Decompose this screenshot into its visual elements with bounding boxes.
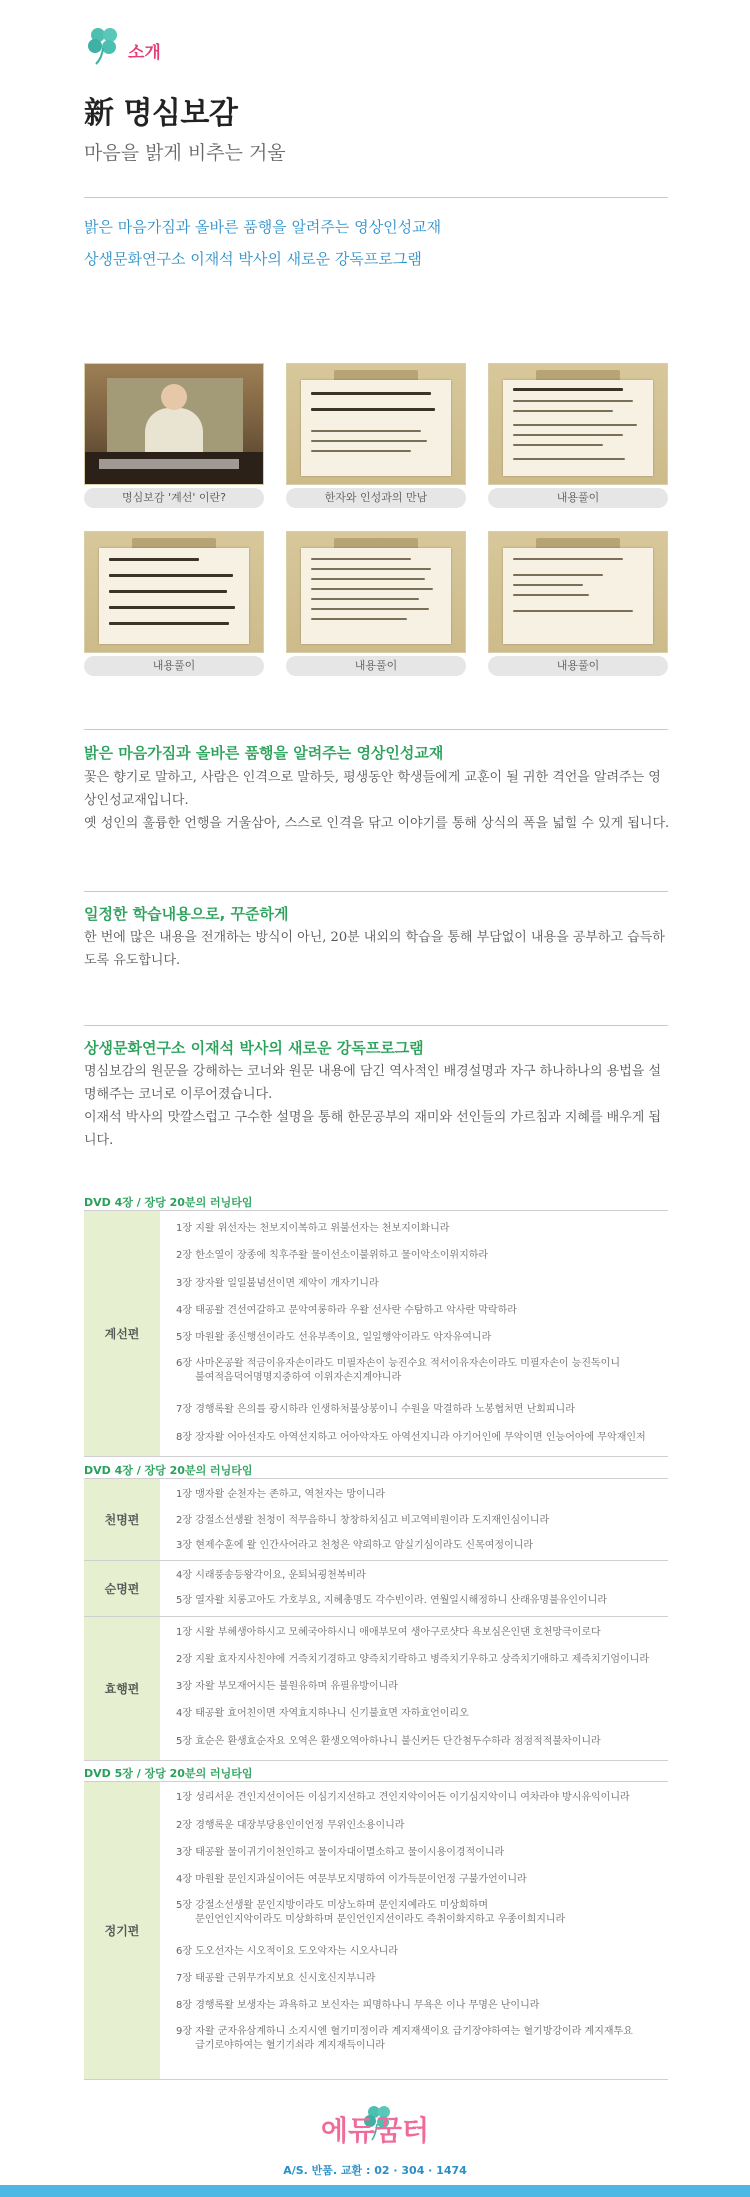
badge-label: 소개 xyxy=(128,42,161,63)
thumbnail[interactable] xyxy=(84,531,264,653)
thumbnail[interactable] xyxy=(488,531,668,653)
group-label: 효행편 xyxy=(84,1617,160,1760)
lesson-table xyxy=(84,1478,668,1760)
lesson-row: 1장 지왈 위선자는 천보지이복하고 위불선자는 천보지이화니라 xyxy=(176,1223,450,1234)
lesson-group xyxy=(84,1479,668,1561)
lesson-row: 5장 강절소선생왈 문인지방이라도 미상노하며 문인지예라도 미상희하며 문인언인지악이라도 미상화하며 문인언인지선이라도 즉취이화지하고 우종이희지니라 xyxy=(176,1900,566,1925)
lesson-row: 6장 사마온공왈 적금이유자손이라도 미필자손이 능진수요 적서이유자손이라도 미필자손이 능진독이니 불여적음덕어명명지중하여 이위자손지계야니라 xyxy=(176,1358,620,1383)
group-label: 계선편 xyxy=(84,1211,160,1456)
dvd-title: DVD 5장 / 장당 20분의 러닝타임 xyxy=(84,1767,253,1780)
text-sheet xyxy=(301,380,451,476)
lesson-row: 4장 태공왈 견선여갈하고 문악여롱하라 우왈 선사란 수탐하고 악사란 막락하라 xyxy=(176,1305,517,1316)
intro-line-2: 상생문화연구소 이재석 박사의 새로운 강독프로그램 xyxy=(84,250,422,268)
lesson-row: 5장 효순은 환생효순자요 오역은 환생오역아하나니 불신커든 단간첨두수하라 점점적적불차이니라 xyxy=(176,1736,601,1747)
text-sheet xyxy=(503,548,653,644)
lesson-row: 6장 도오선자는 시오적이요 도오악자는 시오사니라 xyxy=(176,1946,398,1957)
text-sheet xyxy=(301,548,451,644)
lesson-table xyxy=(84,1781,668,2079)
thumbnail-caption: 내용풀이 xyxy=(84,656,264,676)
lesson-row: 8장 경행록왈 보생자는 과욕하고 보신자는 피명하나니 무욕은 이나 무명은 난이니라 xyxy=(176,2000,540,2011)
brand-logo xyxy=(290,2100,460,2150)
lesson-row: 1장 맹자왈 순천자는 존하고, 역천자는 망이니라 xyxy=(176,1489,385,1500)
as-contact: A/S. 반품. 교환 : 02 · 304 · 1474 xyxy=(283,2164,467,2177)
paragraph: 꽃은 향기로 말하고, 사람은 인격으로 말하듯, 평생동안 학생들에게 교훈이 될 귀한 격언을 알려주는 영상인성교재입니다. xyxy=(84,770,661,808)
group-label: 천명편 xyxy=(84,1479,160,1560)
group-label: 순명편 xyxy=(84,1561,160,1616)
group-label: 정기편 xyxy=(84,1782,160,2079)
section-title: 상생문화연구소 이재석 박사의 새로운 강독프로그램 xyxy=(84,1039,424,1057)
section-title: 밝은 마음가짐과 올바른 품행을 알려주는 영상인성교재 xyxy=(84,744,444,762)
thumbnail-caption: 한자와 인성과의 만남 xyxy=(286,488,466,508)
clover-icon xyxy=(82,22,126,66)
lesson-group xyxy=(84,1561,668,1617)
lesson-row: 2장 강절소선생왈 천청이 적무음하니 창창하치심고 비고역비원이라 도지재인심이니라 xyxy=(176,1515,550,1526)
lesson-row: 7장 태공왈 근위무가지보요 신시호신지부니라 xyxy=(176,1973,376,1984)
dvd-title: DVD 4장 / 장당 20분의 러닝타임 xyxy=(84,1196,253,1209)
thumbnail-caption: 내용풀이 xyxy=(488,488,668,508)
divider xyxy=(84,1025,668,1026)
section-body xyxy=(84,766,672,835)
lesson-row: 5장 열자왈 치롱고아도 가호부요, 지혜총명도 각수빈이라. 연월일시해정하니 산래유명불유인이니라 xyxy=(176,1595,608,1606)
group-rows xyxy=(160,1479,668,1560)
intro-line-1: 밝은 마음가짐과 올바른 품행을 알려주는 영상인성교재 xyxy=(84,218,442,236)
lesson-row: 4장 시래풍송등왕각이요, 운퇴뇌굉천복비라 xyxy=(176,1570,366,1581)
lesson-row: 3장 장자왈 일일불념선이면 제악이 개자기니라 xyxy=(176,1278,379,1289)
video-thumbnail[interactable] xyxy=(84,363,264,485)
group-rows xyxy=(160,1561,668,1616)
group-rows xyxy=(160,1211,668,1456)
lesson-row: 3장 태공왈 물이귀기이천인하고 물이자대이멸소하고 물이시용이경적이니라 xyxy=(176,1847,505,1858)
section-body xyxy=(84,1060,672,1152)
lesson-group xyxy=(84,1211,668,1457)
lesson-row: 9장 자왈 군자유삼계하니 소지시엔 혈기미정이라 계지재색이요 급기장야하여는 혈기방강이라 계지재투요 급기로야하여는 혈기기쇠라 계지재득이니라 xyxy=(176,2026,633,2051)
page-subtitle: 마음을 밝게 비추는 거울 xyxy=(84,142,286,164)
group-rows xyxy=(160,1617,668,1760)
section-body xyxy=(84,926,672,972)
thumbnail[interactable] xyxy=(286,531,466,653)
divider xyxy=(84,891,668,892)
video-caption-bar xyxy=(99,459,239,469)
lesson-row: 2장 지왈 효자지사친야에 거즉치기경하고 양즉치기락하고 병즉치기우하고 상즉치기애하고 제즉치기엄이니라 xyxy=(176,1654,649,1665)
paragraph: 한 번에 많은 내용을 전개하는 방식이 아닌, 20분 내외의 학습을 통해 부담없이 내용을 공부하고 습득하도록 유도합니다. xyxy=(84,930,665,968)
section-badge xyxy=(82,22,161,66)
bottom-bar xyxy=(0,2185,750,2197)
paragraph: 명심보감의 원문을 강해하는 코너와 원문 내용에 담긴 역사적인 배경설명과 자구 하나하나의 용법을 설명해주는 코너로 이루어졌습니다. xyxy=(84,1064,662,1102)
lesson-table xyxy=(84,1210,668,1456)
section-title: 일정한 학습내용으로, 꾸준하게 xyxy=(84,905,289,923)
lesson-group xyxy=(84,1782,668,2080)
text-sheet xyxy=(503,380,653,476)
lecturer-head xyxy=(161,384,187,410)
thumbnail-caption: 내용풀이 xyxy=(286,656,466,676)
lesson-row: 2장 한소열이 장종에 칙후주왈 물이선소이불위하고 물이악소이위지하라 xyxy=(176,1250,489,1261)
lesson-row: 1장 성리서운 견인지선이어든 이심기지선하고 견인지악이어든 이기심지악이니 여차라야 방시유익이니라 xyxy=(176,1792,630,1803)
lesson-group xyxy=(84,1617,668,1761)
lecturer-figure xyxy=(145,408,203,456)
paragraph: 이재석 박사의 맛깔스럽고 구수한 설명을 통해 한문공부의 재미와 선인들의 가르침과 지혜를 배우게 됩니다. xyxy=(84,1110,662,1148)
dvd-title: DVD 4장 / 장당 20분의 러닝타임 xyxy=(84,1464,253,1477)
thumbnail-caption: 내용풀이 xyxy=(488,656,668,676)
thumbnail[interactable] xyxy=(488,363,668,485)
lesson-row: 1장 시왈 부혜생아하시고 모혜국아하시니 애애부모여 생아구로샷다 욕보심은인댄 호천망극이로다 xyxy=(176,1627,601,1638)
lesson-row: 3장 현제수훈에 왈 인간사어라고 천청은 약뢰하고 암실기심이라도 신목여정이니라 xyxy=(176,1540,534,1551)
group-rows xyxy=(160,1782,668,2079)
lesson-row: 3장 자왈 부모재어시든 불원유하며 유필유방이니라 xyxy=(176,1681,398,1692)
divider xyxy=(84,729,668,730)
thumbnail-caption: 명심보감 '계선' 이란? xyxy=(84,488,264,508)
thumbnail[interactable] xyxy=(286,363,466,485)
text-sheet xyxy=(99,548,249,644)
lesson-row: 7장 경행록왈 은의를 광시하라 인생하처불상봉이니 수원을 막결하라 노봉협처면 난회피니라 xyxy=(176,1404,575,1415)
lesson-row: 8장 장자왈 어아선자도 아역선지하고 어아악자도 아역선지니라 아기어인에 무악이면 인능어아에 무악재인저 xyxy=(176,1432,646,1443)
lesson-row: 5장 마원왈 종신행선이라도 선유부족이요, 일일행악이라도 악자유여니라 xyxy=(176,1332,492,1343)
page-title: 新 명심보감 xyxy=(84,96,238,131)
lesson-row: 4장 마원왈 문인지과실이어든 여문부모지명하여 이가득문이언정 구불가언이니라 xyxy=(176,1874,527,1885)
lesson-row: 2장 경행록운 대장부당용인이언정 무위인소용이니라 xyxy=(176,1820,405,1831)
brand-logo-text: 에듀꿈터 xyxy=(320,2114,430,2147)
lesson-row: 4장 태공왈 효어친이면 자역효지하나니 신기불효면 자하효언이리오 xyxy=(176,1708,469,1719)
divider xyxy=(84,197,668,198)
paragraph: 옛 성인의 훌륭한 언행을 거울삼아, 스스로 인격을 닦고 이야기를 통해 상식의 폭을 넓힐 수 있게 됩니다. xyxy=(84,816,670,831)
